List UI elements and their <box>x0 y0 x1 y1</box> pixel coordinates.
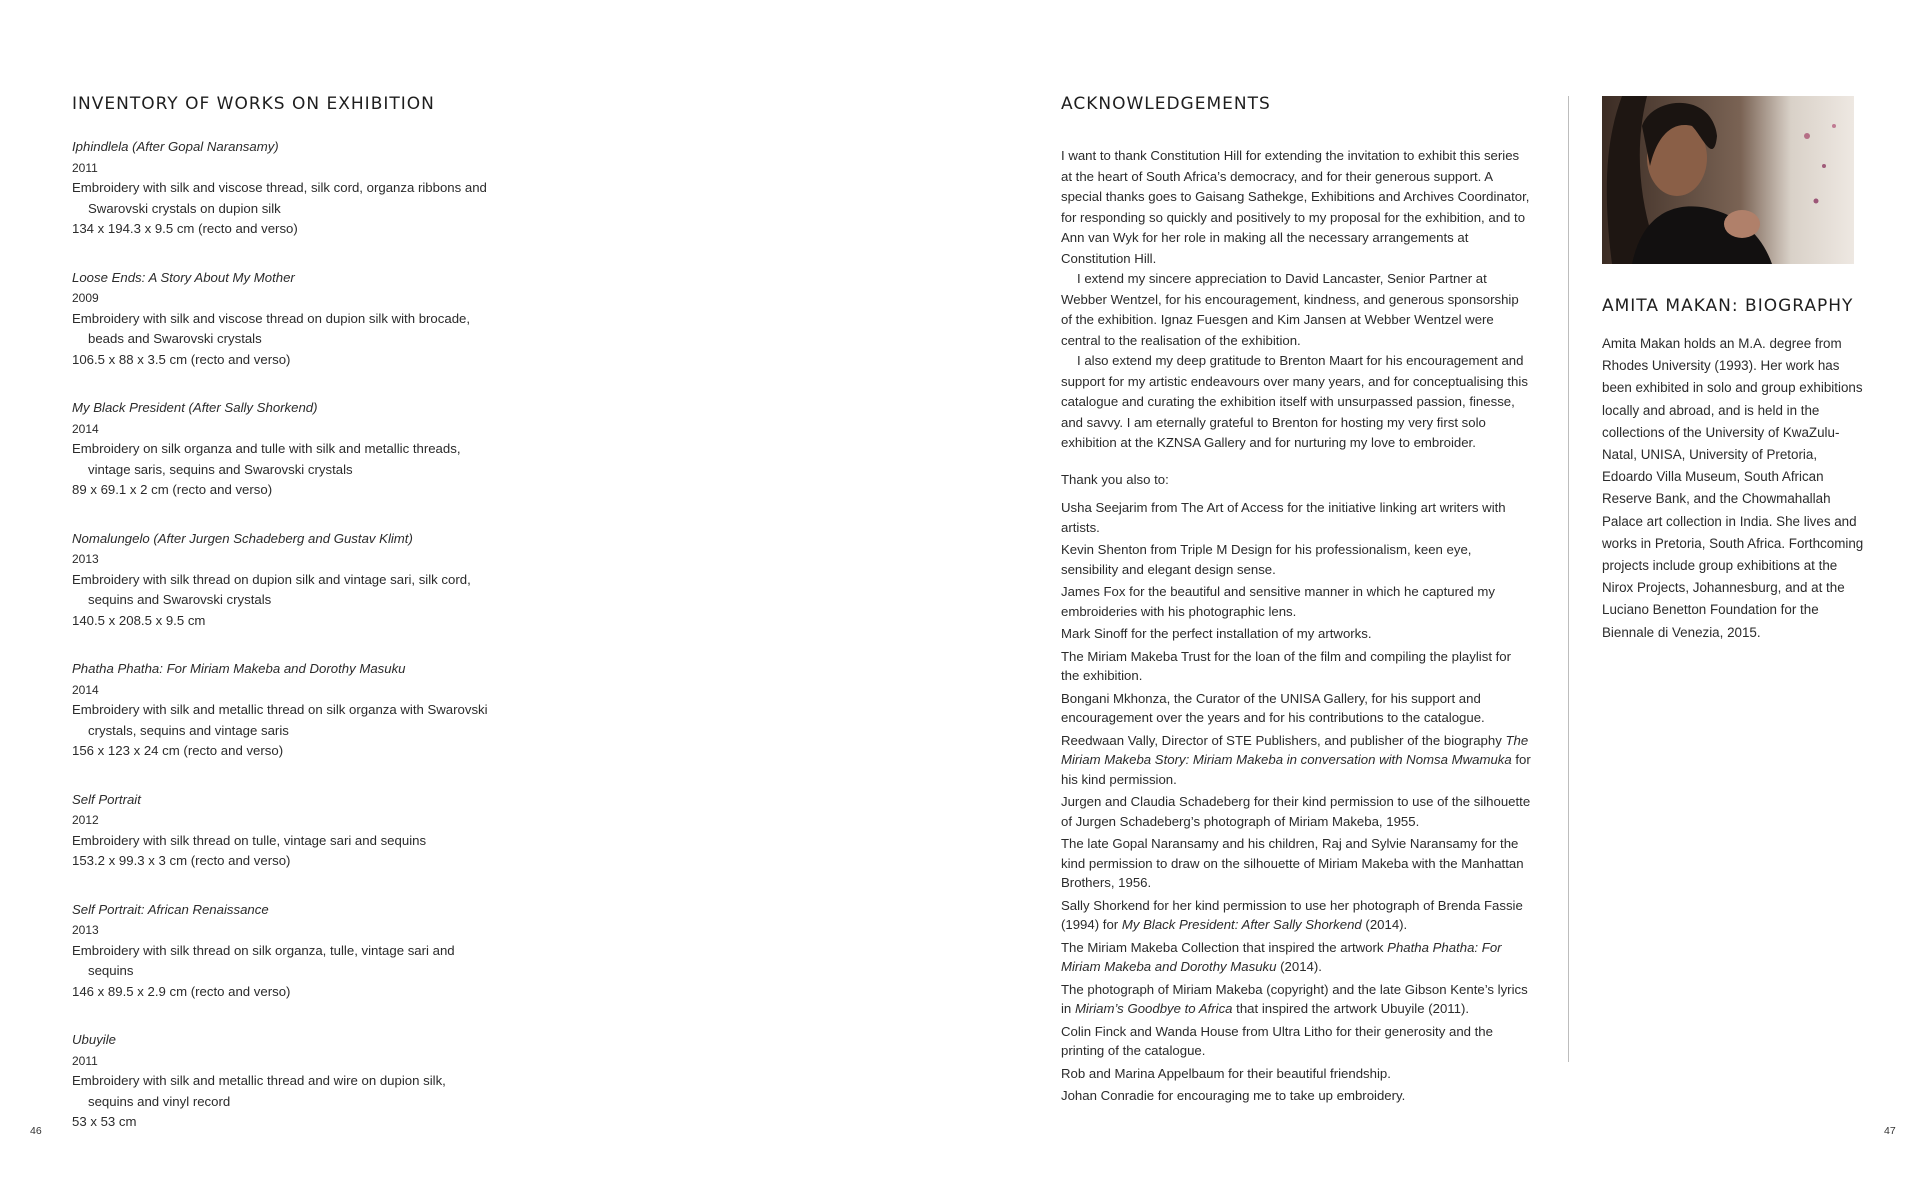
work-medium: Embroidery with silk and metallic thread on silk organza with Swarovski <box>72 702 488 717</box>
work-medium: crystals, sequins and vintage saris <box>88 722 289 738</box>
inventory-item <box>72 900 492 1003</box>
work-medium: Embroidery with silk thread on dupion silk and vintage sari, silk cord, <box>72 571 471 587</box>
inventory-item <box>72 529 492 632</box>
work-title: Iphindlela (After Gopal Naransamy) <box>72 139 279 154</box>
thanks-item: Usha Seejarim from The Art of Access for the initiative linking art writers with artists. <box>1061 500 1506 535</box>
ack-paragraph: I also extend my deep gratitude to Brenton Maart for his encouragement and support for my artistic endeavours over many years, and for conceptualising this catalogue and curating the exhibition itself with unsurpassed passion, finesse, and savvy. I am eternally grateful to Brenton for hosting my very first solo exhibition at the KZNSA Gallery and for nurturing my love to embroider. <box>1061 353 1528 450</box>
work-title: Loose Ends: A Story About My Mother <box>72 269 295 285</box>
work-dimensions: 140.5 x 208.5 x 9.5 cm <box>72 612 206 628</box>
inventory-item <box>72 398 492 501</box>
thanks-item: The Miriam Makeba Collection that inspired the artwork Phatha Phatha: For Miriam Makeba and Dorothy Masuku (2014). <box>1061 939 1502 974</box>
work-year: 2014 <box>72 682 99 697</box>
work-dimensions: 134 x 194.3 x 9.5 cm (recto and verso) <box>72 221 298 236</box>
biography-heading: AMITA MAKAN: BIOGRAPHY <box>1602 296 1854 316</box>
work-medium: Embroidery with silk thread on silk organza, tulle, vintage sari and <box>72 942 455 958</box>
thanks-item: Colin Finck and Wanda House from Ultra Litho for their generosity and the printing of the catalogue. <box>1061 1023 1493 1058</box>
inventory-item <box>72 268 492 371</box>
thanks-item: Johan Conradie for encouraging me to take up embroidery. <box>1061 1088 1406 1103</box>
thanks-list <box>1061 498 1531 1106</box>
thanks-item: Kevin Shenton from Triple M Design for his professionalism, keen eye, sensibility and elegant design sense. <box>1061 542 1472 577</box>
ack-paragraph: I extend my sincere appreciation to David Lancaster, Senior Partner at Webber Wentzel, for his encouragement, kindness, and generous sponsorship of the exhibition. Ignaz Fuesgen and Kim Jansen at Webber Wentzel were central to the realisation of the exhibition. <box>1061 271 1519 348</box>
inventory-item <box>72 137 492 240</box>
inventory-item <box>72 790 492 872</box>
artist-photo <box>1602 96 1854 264</box>
work-title: Self Portrait <box>72 791 141 807</box>
work-year: 2013 <box>72 552 99 566</box>
biography-section <box>1602 296 1867 644</box>
thanks-item: James Fox for the beautiful and sensitive manner in which he captured my embroideries with his photographic lens. <box>1061 584 1495 619</box>
thanks-item: Rob and Marina Appelbaum for their beautiful friendship. <box>1061 1065 1391 1081</box>
inventory-section <box>72 94 492 1133</box>
page-number-right: 47 <box>1884 1125 1896 1137</box>
work-year: 2012 <box>72 813 99 827</box>
work-medium: Embroidery with silk and viscose thread on dupion silk with brocade, <box>72 310 471 326</box>
work-dimensions: 106.5 x 88 x 3.5 cm (recto and verso) <box>72 351 291 367</box>
work-medium: Swarovski crystals on dupion silk <box>88 200 281 216</box>
thanks-item: The late Gopal Naransamy and his children, Raj and Sylvie Naransamy for the kind permission to draw on the silhouette of Miriam Makeba with the Manhattan Brothers, 1956. <box>1061 836 1524 890</box>
acknowledgements-heading: ACKNOWLEDGEMENTS <box>1061 94 1271 114</box>
work-medium: Embroidery with silk and viscose thread, silk cord, organza ribbons and <box>72 180 487 195</box>
work-medium: sequins and Swarovski crystals <box>88 592 272 607</box>
work-dimensions: 153.2 x 99.3 x 3 cm (recto and verso) <box>72 853 291 868</box>
work-dimensions: 89 x 69.1 x 2 cm (recto and verso) <box>72 482 273 497</box>
work-medium: Embroidery with silk thread on tulle, vintage sari and sequins <box>72 832 427 848</box>
work-medium: beads and Swarovski crystals <box>88 331 262 346</box>
acknowledgements-section <box>1061 94 1531 1109</box>
work-dimensions: 146 x 89.5 x 2.9 cm (recto and verso) <box>72 983 291 999</box>
work-medium: vintage saris, sequins and Swarovski crystals <box>88 461 353 477</box>
work-dimensions: 53 x 53 cm <box>72 1114 137 1129</box>
work-medium: Embroidery on silk organza and tulle with silk and metallic threads, <box>72 441 461 456</box>
thanks-item: The Miriam Makeba Trust for the loan of the film and compiling the playlist for the exhibition. <box>1061 648 1512 683</box>
work-year: 2013 <box>72 923 99 937</box>
artist-photo-image <box>1602 96 1854 264</box>
biography-text: Amita Makan holds an M.A. degree from Rhodes University (1993). Her work has been exhibited in solo and group exhibitions locally and abroad, and is held in the collections of the University of KwaZulu-Natal, UNISA, University of Pretoria, Edoardo Villa Museum, South African Reserve Bank, and the Chowmahallah Palace art collection in India. She lives and works in Pretoria, South Africa. Forthcoming projects include group exhibitions at the Nirox Projects, Johannesburg, and at the Luciano Benetton Foundation for the Biennale di Venezia, 2015. <box>1602 336 1864 640</box>
work-title: Phatha Phatha: For Miriam Makeba and Dorothy Masuku <box>72 661 406 676</box>
inventory-heading: INVENTORY OF WORKS ON EXHIBITION <box>72 94 435 114</box>
work-medium: sequins <box>88 963 134 978</box>
thanks-item: Jurgen and Claudia Schadeberg for their kind permission to use of the silhouette of Jurgen Schadeberg’s photograph of Miriam Makeba, 1955. <box>1061 794 1531 829</box>
work-title: My Black President (After Sally Shorkend) <box>72 400 318 415</box>
ack-paragraph: I want to thank Constitution Hill for extending the invitation to exhibit this series at the heart of South Africa’s democracy, and for their generous support. A special thanks goes to Gaisang Sathekge, Exhibitions and Archives Coordinator, for responding so quickly and positively to my proposal for the exhibition, and to Ann van Wyk for her role in making all the necessary arrangements at Constitution Hill. <box>1061 148 1530 266</box>
work-year: 2009 <box>72 291 99 305</box>
thanks-item: Reedwaan Vally, Director of STE Publishers, and publisher of the biography The Miriam Makeba Story: Miriam Makeba in conversation with Nomsa Mwamuka for his kind permission. <box>1061 732 1531 787</box>
thanks-item: Mark Sinoff for the perfect installation of my artworks. <box>1061 626 1372 641</box>
work-medium: Embroidery with silk and metallic thread and wire on dupion silk, <box>72 1073 446 1088</box>
thanks-item: Bongani Mkhonza, the Curator of the UNISA Gallery, for his support and encouragement over the years and for his contributions to the catalogue. <box>1061 690 1485 725</box>
work-dimensions: 156 x 123 x 24 cm (recto and verso) <box>72 743 284 758</box>
work-year: 2011 <box>72 1053 98 1068</box>
work-title: Nomalungelo (After Jurgen Schadeberg and Gustav Klimt) <box>72 530 413 546</box>
work-title: Ubuyile <box>72 1032 116 1047</box>
thanks-item: The photograph of Miriam Makeba (copyright) and the late Gibson Kente’s lyrics in Miriam’s Goodbye to Africa that inspired the artwork Ubuyile (2011). <box>1061 981 1528 1016</box>
work-year: 2011 <box>72 160 98 175</box>
page-number-left: 46 <box>30 1125 42 1137</box>
work-title: Self Portrait: African Renaissance <box>72 901 269 917</box>
work-medium: sequins and vinyl record <box>88 1093 231 1109</box>
work-year: 2014 <box>72 421 99 436</box>
inventory-item <box>72 1030 492 1133</box>
column-divider <box>1568 96 1569 1062</box>
inventory-item <box>72 659 492 762</box>
thanks-item: Sally Shorkend for her kind permission to use her photograph of Brenda Fassie (1994) for My Black President: After Sally Shorkend (2014). <box>1061 897 1523 932</box>
thanks-heading: Thank you also to: <box>1061 471 1169 487</box>
